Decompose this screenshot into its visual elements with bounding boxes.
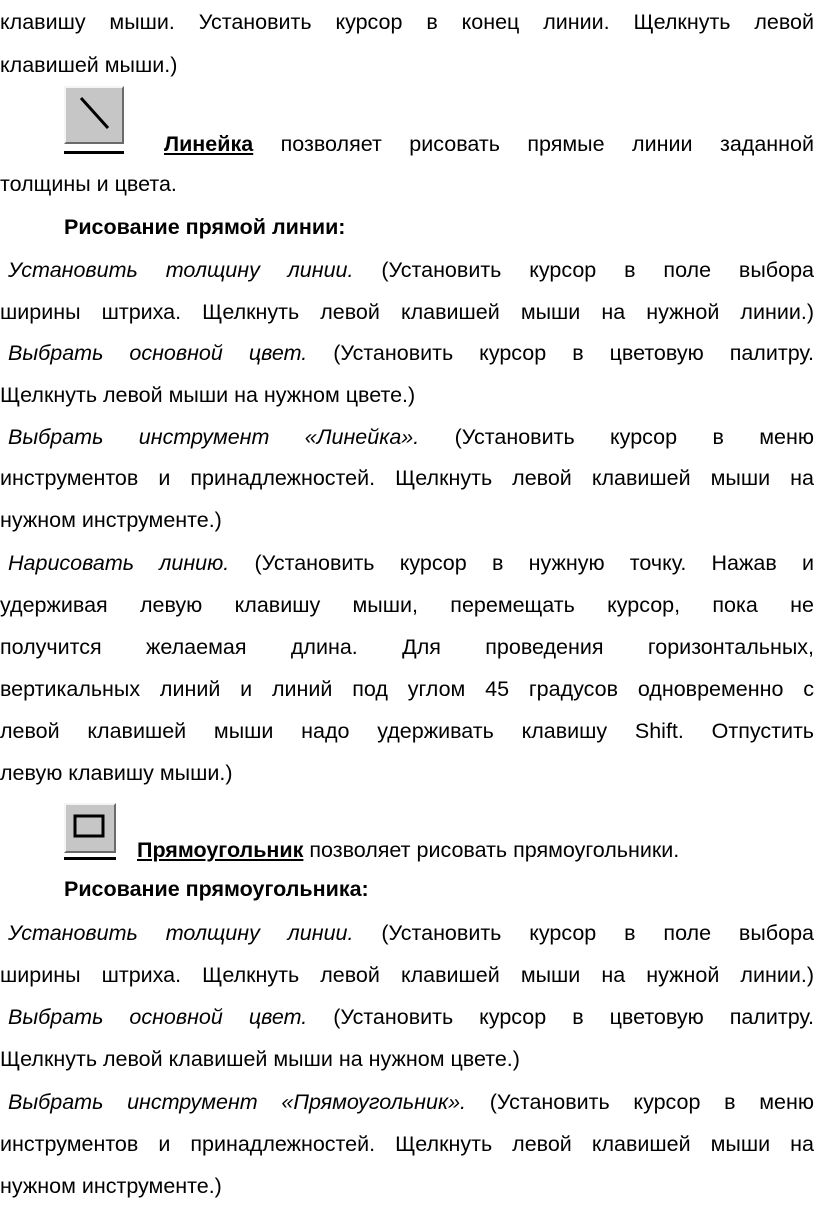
- text-line: инструментов и принадлежностей. Щелкнуть левой клавишей мыши на: [0, 1132, 814, 1156]
- line-tool-icon: [64, 86, 124, 144]
- tool-icon-underline: [64, 857, 116, 860]
- text-line: Установить толщину линии. (Установить курсор в поле выбора: [8, 921, 814, 945]
- text-line: Выбрать основной цвет. (Установить курсор в цветовую палитру.: [8, 1005, 814, 1029]
- text-line: Нарисовать линию. (Установить курсор в нужную точку. Нажав и: [8, 551, 814, 575]
- rectangle-tool-title: Прямоугольник: [137, 838, 304, 862]
- text-line: Выбрать основной цвет. (Установить курсор в цветовую палитру.: [8, 341, 814, 365]
- text-line: ширины штриха. Щелкнуть левой клавишей мыши на нужной линии.): [0, 963, 814, 987]
- text-line: Линейка позволяет рисовать прямые линии заданной: [164, 132, 814, 156]
- text-line: левой клавишей мыши надо удерживать клавишу Shift. Отпустить: [0, 719, 814, 743]
- text-line: клавишей мыши.): [0, 53, 178, 77]
- text-line: нужном инструменте.): [0, 508, 222, 532]
- text-line: получится желаемая длина. Для проведения горизонтальных,: [0, 635, 814, 659]
- text-line: инструментов и принадлежностей. Щелкнуть левой клавишей мыши на: [0, 466, 814, 490]
- text-line: Выбрать инструмент «Прямоугольник». (Установить курсор в меню: [8, 1090, 814, 1114]
- text-line: Прямоугольник позволяет рисовать прямоугольники.: [137, 838, 680, 862]
- rectangle-tool-icon: [64, 803, 116, 853]
- text-line: удерживая левую клавишу мыши, перемещать курсор, пока не: [0, 593, 814, 617]
- ruler-tool-title: Линейка: [164, 132, 254, 156]
- text-line: Установить толщину линии. (Установить курсор в поле выбора: [8, 258, 814, 282]
- text-line: толщины и цвета.: [0, 172, 177, 196]
- text-line: левую клавишу мыши.): [0, 761, 233, 785]
- text-line: вертикальных линий и линий под углом 45 градусов одновременно с: [0, 677, 814, 701]
- text-line: Щелкнуть левой клавишей мыши на нужном цвете.): [0, 1047, 520, 1071]
- section-heading: Рисование прямой линии:: [64, 215, 346, 239]
- text-line: Щелкнуть левой мыши на нужном цвете.): [0, 383, 416, 407]
- section-heading: Рисование прямоугольника:: [64, 877, 369, 901]
- text-line: нужном инструменте.): [0, 1174, 222, 1198]
- tool-icon-underline: [64, 151, 124, 154]
- text-line: клавишу мыши. Установить курсор в конец линии. Щелкнуть левой: [0, 10, 814, 34]
- text-line: Выбрать инструмент «Линейка». (Установить курсор в меню: [8, 425, 814, 449]
- text-line: ширины штриха. Щелкнуть левой клавишей мыши на нужной линии.): [0, 300, 814, 324]
